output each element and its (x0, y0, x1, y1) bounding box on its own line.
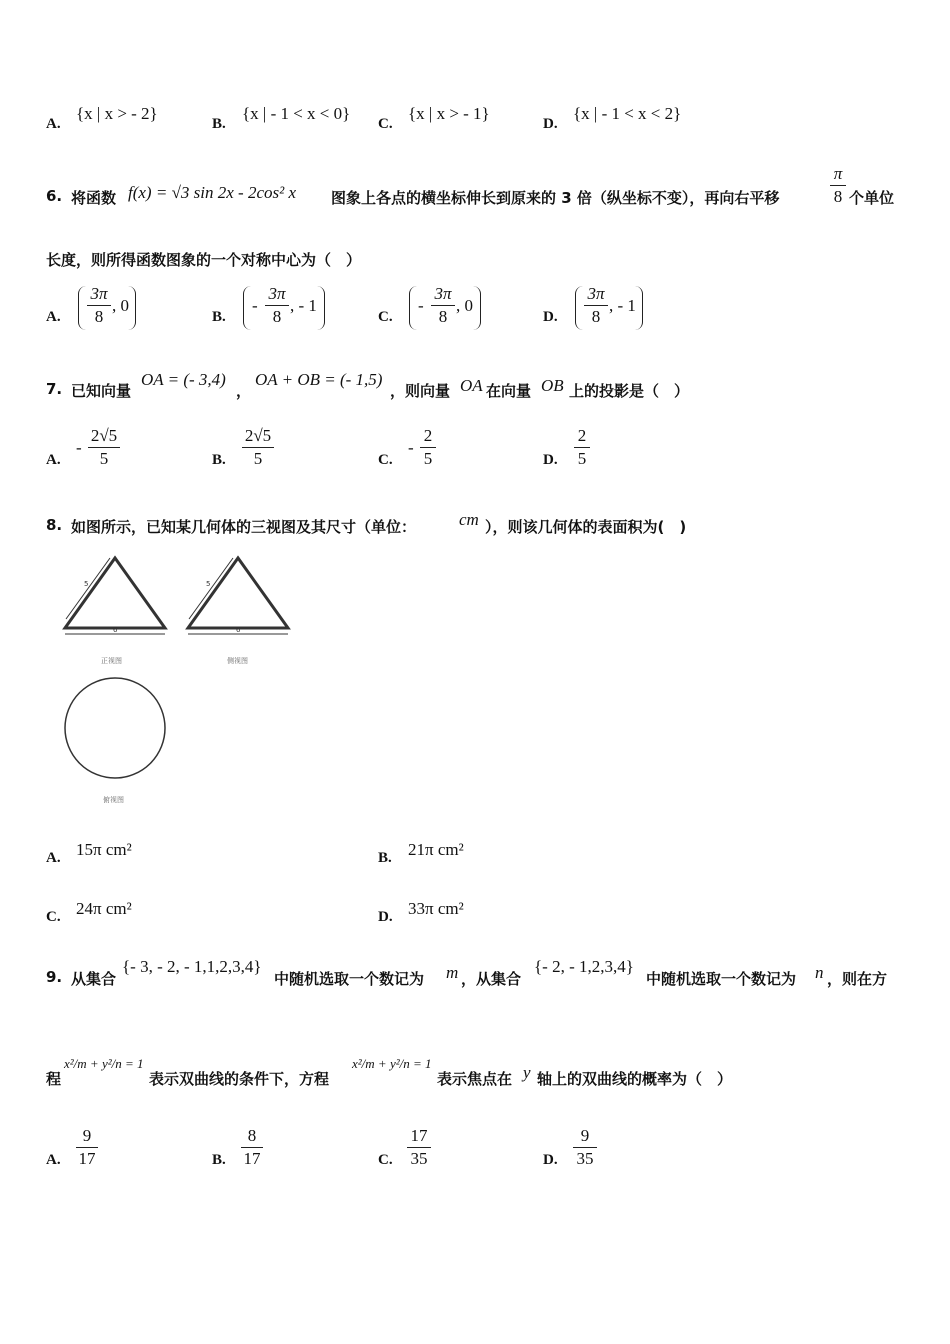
fraction-bar (76, 1147, 98, 1148)
q8-option-d-label: D. (378, 909, 393, 925)
q9-tail1: ，则在方 (827, 970, 888, 988)
q6-number: 6. (46, 187, 63, 205)
q8-prefix: 如图所示，已知某几何体的三视图及其尺寸（单位： (71, 518, 417, 536)
q6-b-num: 3π (268, 284, 286, 303)
q6-line2: 长度，则所得函数图象的一个对称中心为（ ） (46, 251, 362, 269)
q6-option-d-label: D. (543, 309, 558, 325)
q6-b-pre: - (252, 296, 258, 315)
top-view-circle (65, 678, 165, 778)
fraction-bar (242, 447, 274, 448)
fraction-bar (574, 447, 590, 448)
q9-set-2: {- 2, - 1,2,3,4} (534, 957, 634, 976)
q7-b-num: 2√5 (244, 426, 272, 445)
q9-a-num: 9 (82, 1126, 92, 1145)
q7-c-den: 5 (423, 449, 433, 468)
q9-line2-mid2: 表示焦点在 (437, 1070, 513, 1088)
q9-option-d[interactable] (573, 1126, 597, 1169)
q6-a-num: 3π (90, 284, 108, 303)
q7-a-num: 2√5 (90, 426, 118, 445)
q9-b-num: 8 (247, 1126, 257, 1145)
q9-set-1: {- 3, - 2, - 1,1,2,3,4} (122, 957, 262, 976)
q9-b-den: 17 (243, 1149, 261, 1168)
q7-prefix: 已知向量 (71, 382, 132, 400)
q9-line2-suffix: 轴上的双曲线的概率为（ ） (537, 1070, 733, 1088)
q5-option-a[interactable]: {x | x > - 2} (76, 104, 158, 123)
fraction-bar (88, 447, 120, 448)
q6-option-c-label: C. (378, 309, 393, 325)
q8-suffix: ），则该几何体的表面积为( ) (485, 518, 687, 536)
q7-c-num: 2 (423, 426, 433, 445)
q9-option-b-label: B. (212, 1152, 226, 1168)
side-base-label: 6 (236, 626, 241, 634)
q8-option-b-label: B. (378, 850, 392, 866)
q9-line2-prefix: 程 (46, 1070, 62, 1088)
three-view-diagram (50, 548, 310, 813)
q6-option-d[interactable] (575, 286, 643, 330)
q6-option-a[interactable] (78, 286, 136, 330)
q7-b-den: 5 (253, 449, 263, 468)
q6-b-den: 8 (272, 307, 282, 326)
q7-vector-2: OA + OB = (- 1,5) (255, 370, 383, 389)
fraction-bar (87, 305, 111, 306)
q9-d-num: 9 (580, 1126, 590, 1145)
fraction-bar (265, 305, 289, 306)
q9-option-a[interactable] (76, 1126, 98, 1169)
q6-a-den: 8 (94, 307, 104, 326)
q6-option-c[interactable] (409, 286, 481, 330)
q8-option-c-label: C. (46, 909, 61, 925)
q7-vector-1: OA = (- 3,4) (141, 370, 226, 389)
q7-option-b-label: B. (212, 452, 226, 468)
q9-mid2: ，从集合 (461, 970, 522, 988)
fraction-bar (431, 305, 455, 306)
q7-a-sign: - (76, 438, 82, 457)
q5-option-c[interactable]: {x | x > - 1} (408, 104, 490, 123)
q8-option-c[interactable]: 24π cm² (76, 899, 132, 918)
q9-option-b[interactable] (241, 1126, 263, 1169)
q9-line2-mid: 表示双曲线的条件下，方程 (149, 1070, 330, 1088)
q7-option-a-label: A. (46, 452, 61, 468)
q5-option-a-label: A. (46, 116, 61, 132)
q5-option-c-label: C. (378, 116, 393, 132)
q5-option-d-label: D. (543, 116, 558, 132)
q5-option-b[interactable]: {x | - 1 < x < 0} (242, 104, 351, 123)
q7-option-d-label: D. (543, 452, 558, 468)
top-view (65, 678, 165, 804)
q6-d-post: , - 1 (609, 296, 636, 315)
top-view-caption: 俯视图 (103, 796, 124, 804)
q6-c-den: 8 (438, 307, 448, 326)
q9-mid3: 中随机选取一个数记为 (646, 970, 797, 988)
side-view-caption: 侧视图 (227, 657, 248, 665)
q9-equation-2: x²/m + y²/n = 1 (352, 1056, 432, 1071)
q5-option-b-label: B. (212, 116, 226, 132)
q7-mid2: 在向量 (486, 382, 532, 400)
q6-d-den: 8 (591, 307, 601, 326)
fraction-bar (420, 447, 436, 448)
q8-option-a-label: A. (46, 850, 61, 866)
q5-option-d[interactable]: {x | - 1 < x < 2} (573, 104, 682, 123)
q8-option-b[interactable]: 21π cm² (408, 840, 464, 859)
q6-shift-den: 8 (833, 187, 843, 206)
q7-a-den: 5 (99, 449, 109, 468)
q9-option-d-label: D. (543, 1152, 558, 1168)
q9-prefix: 从集合 (71, 970, 117, 988)
q6-d-num: 3π (587, 284, 605, 303)
q6-c-num: 3π (434, 284, 452, 303)
q6-middle: 图象上各点的横坐标伸长到原来的 3 倍（纵坐标不变），再向右平移 (331, 189, 780, 207)
q7-number: 7. (46, 380, 63, 398)
fraction-bar (573, 1147, 597, 1148)
q9-equation-1: x²/m + y²/n = 1 (64, 1056, 144, 1071)
q6-option-a-label: A. (46, 309, 61, 325)
q8-option-d[interactable]: 33π cm² (408, 899, 464, 918)
front-slant-dim-line (66, 558, 110, 619)
front-view-caption: 正视图 (101, 657, 122, 665)
q6-c-pre: - (418, 296, 424, 315)
q9-number: 9. (46, 968, 63, 986)
q7-oa: OA (460, 376, 483, 395)
fraction-bar (830, 185, 846, 186)
q6-function: f(x) = √3 sin 2x - 2cos² x (128, 183, 296, 202)
q8-unit: cm (459, 510, 479, 529)
q9-option-a-label: A. (46, 1152, 61, 1168)
q9-d-den: 35 (576, 1149, 594, 1168)
side-slant-label: 5 (206, 580, 211, 588)
q9-y: y (523, 1063, 531, 1082)
q9-mid1: 中随机选取一个数记为 (274, 970, 425, 988)
q6-shift-fraction (830, 164, 846, 207)
side-view (188, 558, 288, 665)
side-slant-dim-line (189, 558, 233, 619)
q6-shift-num: π (833, 164, 843, 183)
q6-suffix: 个单位 (849, 189, 895, 207)
q6-b-post: , - 1 (290, 296, 317, 315)
front-base-label: 6 (113, 626, 118, 634)
q9-option-c-label: C. (378, 1152, 393, 1168)
q8-option-a[interactable]: 15π cm² (76, 840, 132, 859)
q7-mid: ，则向量 (390, 382, 451, 400)
q6-option-b-label: B. (212, 309, 226, 325)
fraction-bar (407, 1147, 431, 1148)
q6-c-post: , 0 (456, 296, 473, 315)
q6-option-b[interactable] (243, 286, 325, 330)
q7-option-c-label: C. (378, 452, 393, 468)
fraction-bar (584, 305, 608, 306)
q9-c-den: 35 (410, 1149, 428, 1168)
q6-a-post: , 0 (112, 296, 129, 315)
q8-number: 8. (46, 516, 63, 534)
fraction-bar (241, 1147, 263, 1148)
q9-c-num: 17 (410, 1126, 428, 1145)
q9-option-c[interactable] (407, 1126, 431, 1169)
q7-c-sign: - (408, 438, 414, 457)
side-view-triangle (188, 558, 288, 628)
q7-sep: ， (236, 382, 252, 400)
q9-n: n (815, 963, 824, 982)
q7-suffix: 上的投影是（ ） (569, 382, 690, 400)
front-view-triangle (65, 558, 165, 628)
front-slant-label: 5 (84, 580, 89, 588)
q6-prefix: 将函数 (71, 189, 117, 207)
q7-ob: OB (541, 376, 564, 395)
q9-a-den: 17 (78, 1149, 96, 1168)
q9-m: m (446, 963, 459, 982)
q7-d-num: 2 (577, 426, 587, 445)
front-view (65, 558, 165, 665)
q7-d-den: 5 (577, 449, 587, 468)
